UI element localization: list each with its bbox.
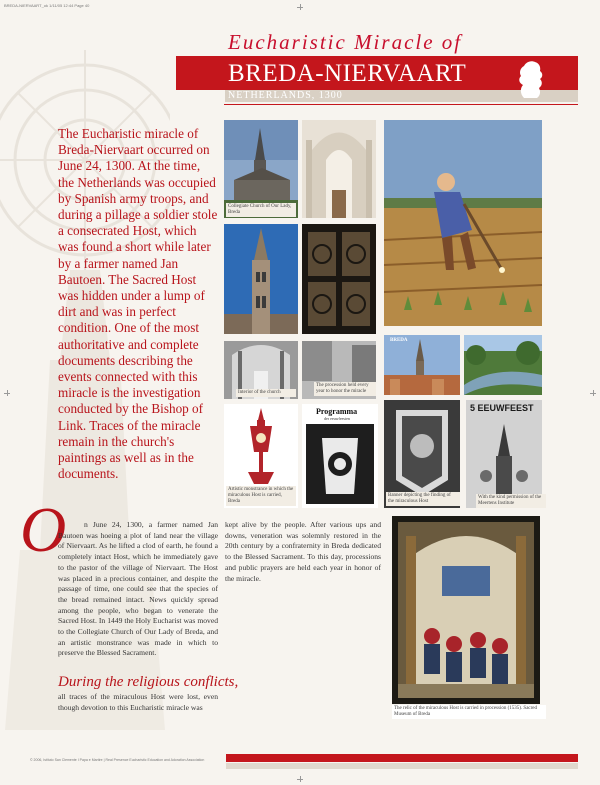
netherlands-map-icon — [510, 58, 550, 100]
crop-mark-bottom — [297, 776, 303, 782]
body-column-1: n June 24, 1300, a farmer named Jan Bautoen was hoeing a plot of land near the village of Niervaart. As he lifted a clod of earth, he found a completely intact Host, which he immediately gave to the pastor of the village of Niervaart. The Host was placed in a precious container, and despite the passage of time, one could see that the species of the bread remained intact. News quickly spread among the people, who began to venerate the Sacred Host. In 1449 the Holy Eucharist was moved to the Collegiate Church of Our Lady of Breda, and an artistic monstrance was made in which to preserve the Blessed Sacrament. — [58, 520, 218, 658]
relic-procession-painting — [392, 516, 540, 704]
river-photo — [464, 335, 542, 395]
footer-bar-beige — [226, 763, 578, 769]
breda-sign: BREDA — [390, 338, 408, 343]
caption-interior: Interior of the church — [236, 389, 296, 397]
caption-church: Collegiate Church of Our Lady, Breda — [226, 203, 296, 217]
farmer-painting — [384, 120, 542, 326]
body-column-2: kept alive by the people. After various ups and downs, veneration was solemnly restored in the 20th century by a confraternity in Breda dedicated to the Blessed Sacrament. To this day, processions and public prayers are held each year in honor of the miracle. — [225, 520, 381, 583]
page-subtitle: NETHERLANDS, 1300 — [228, 90, 343, 101]
caption-relic: The relic of the miraculous Host is carried in procession (1535). Sacred Museum of Breda — [392, 705, 546, 719]
church-nave-photo — [302, 120, 376, 218]
program-heading: Programma — [316, 407, 358, 416]
dropcap: O — [20, 494, 67, 565]
script-title: Eucharistic Miracle of — [228, 30, 463, 54]
footer-bar — [226, 754, 578, 762]
print-slug: BREDA-NIERVAART_ok 1/11/05 12:44 Page 40 — [4, 3, 90, 8]
program-subheading: der eeuwfeesten — [324, 416, 350, 421]
caption-institute: With the kind permission of the Meertens Institute — [476, 494, 546, 508]
crop-mark-top — [297, 4, 303, 10]
intro-text: The Eucharistic miracle of Breda-Niervaart occurred on June 24, 1300. At the time, the Netherlands was occupied by Spanish army troops, and during a pillage a soldier stole a consecrated Host, which was found a short while later by a farmer named Jan Bautoen. The Sacred Host was hidden under a lump of dirt and was in perfect condition. One of the most authoritative and complete documents describing the events connected with this miracle is the investigation conducted by the Bishop of Link. Traces of the miracle remain in the church's paintings as well as in the documents. — [58, 126, 218, 482]
caption-banner: Banner depicting the finding of the miraculous Host — [386, 492, 460, 506]
body-column-1-end: all traces of the miraculous Host were lost, even though devotion to this Eucharistic miracle was — [58, 692, 218, 712]
eeuwfeest-poster — [466, 400, 542, 508]
caption-procession: The procession held every year to honor the miracle — [314, 382, 376, 396]
caption-monstrance: Artistic monstrance in which the miraculous Host is carried, Breda — [226, 486, 296, 506]
church-tower-photo — [224, 224, 298, 334]
divider-line — [224, 104, 578, 105]
stained-glass-photo — [302, 224, 376, 334]
footer-credits: © 2006, Istituto San Clemente I Papa e Martire | Real Presence Eucharistic Education and Adoration Association — [30, 758, 205, 762]
body-subheading: During the religious conflicts, — [58, 674, 239, 690]
crop-mark-right — [590, 390, 596, 396]
page-title: BREDA-NIERVAART — [228, 60, 467, 87]
poster-title: 5 EEUWFEEST — [470, 403, 534, 413]
program-booklet-photo — [302, 404, 378, 508]
